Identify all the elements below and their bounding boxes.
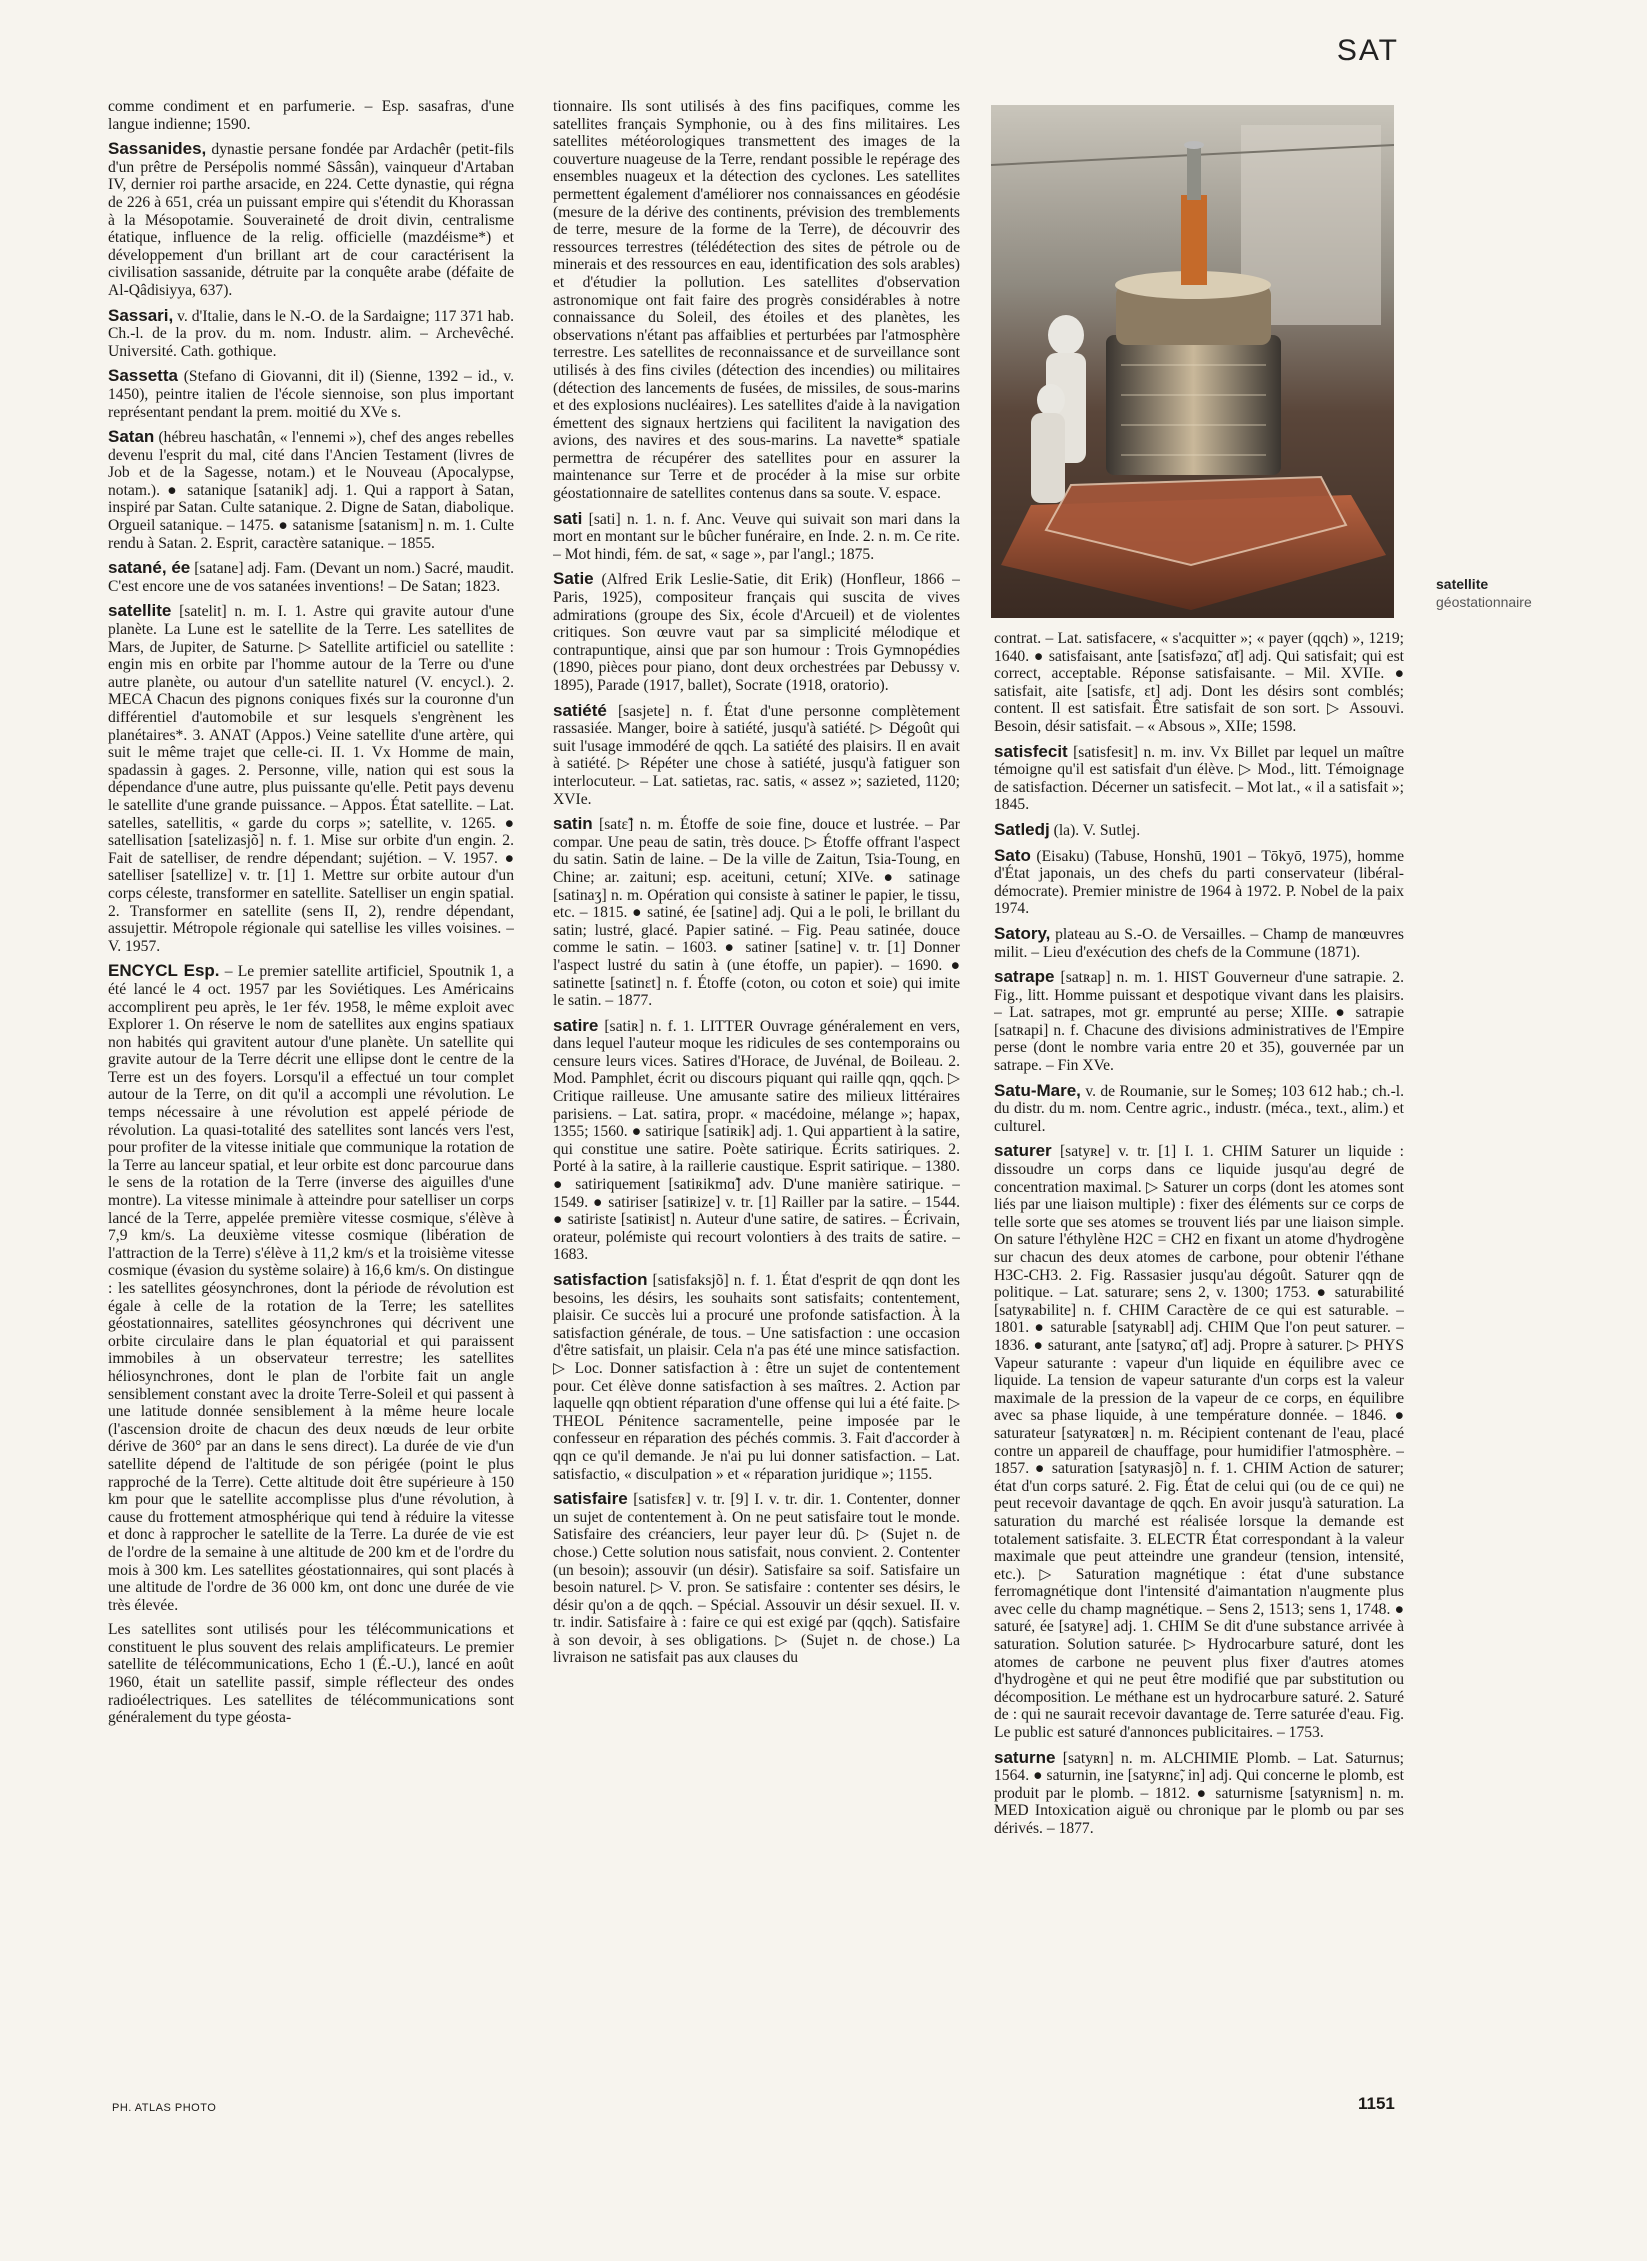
entry-definition: [satisfɛʀ] v. tr. [9] I. v. tr. dir. 1. Contenter, donner un sujet de contentement à. On ne peut satisfaire tout le monde. Satisfaire des créanciers, leur payer leur dû. ▷ (Sujet n. de chose.) Cette solution nous satisfait, nous convient. 2. Contenter (un besoin); assouvir (un désir). Satisfaire sa soif. Satisfaire un besoin naturel. ▷ V. pron. Se satisfaire : contenter ses désirs, le désir qu'on a de qqch. – Spécial. Assouvir un désir sexuel. II. v. tr. indir. Satisfaire à : faire ce qui est exigé par (qqch). Satisfaire à son devoir, à ses obligations. ▷ (Sujet n. de chose.) La livraison ne satisfait pas aux clauses du <box>553 1491 960 1667</box>
dictionary-entry <box>994 925 1404 961</box>
entry-headword: Sassanides, <box>108 139 207 159</box>
entry-definition: – Le premier satellite artificiel, Spoutnik 1, a été lancé le 4 oct. 1957 par les Soviétiques. Les Américains accomplirent peu après, le 1er fév. 1958, le même exploit avec Explorer 1. On réserve le nom de satellites aux engins spatiaux non habités qui gravitent autour d'une planète. Un satellite qui gravite autour de la Terre décrit une ellipse dont le centre de la Terre est un des foyers. Lorsqu'il a effectué un tour complet autour de la Terre, on dit qu'il a accompli une révolution. Le temps nécessaire à une révolution est appelé période de révolution. La quasi-totalité des satellites sont lancés vers l'est, pour profiter de la vitesse initiale que communique la rotation de la Terre au lanceur spatial, et leur orbite est donc parcourue dans le sens de la rotation de la Terre (inverse des aiguilles d'une montre). La vitesse minimale à atteindre pour satelliser un corps lancé de la Terre, appelée première vitesse cosmique, s'élève à 7,9 km/s. La deuxième vitesse cosmique (libération de l'attraction de la Terre) s'élève à 11,2 km/s et la troisième vitesse cosmique (évasion du système solaire) à 16,6 km/s. On distingue : les satellites géosynchrones, dont la période de révolution est égale à celle de la rotation de la Terre; les satellites géostationnaires, satellites géosynchrones qui décrivent une orbite circulaire dans le plan équatorial et qui paraissent immobiles à un observateur terrestre; les satellites héliosynchrones, dont le plan de l'orbite fait un angle sensiblement constant avec la droite Terre-Soleil et qui passent à une latitude donnée sensiblement à la même heure locale (l'ascension droite de chacun des deux nœuds de leur orbite dérive de 360° par an dans le sens direct). La durée de vie d'un satellite dépend de l'altitude de son périgée (point le plus rapproché de la Terre). Cette altitude doit être supérieure à 150 km pour que le satellite accomplisse plus d'une révolution, à cause du frottement atmosphérique qui tend à réduire la vitesse et donc à rapprocher le satellite de la Terre. La durée de vie est de l'ordre de la semaine à une altitude de 200 km et de l'ordre du mois à 300 km. Les satellites géostationnaires, qui sont placés à une altitude de l'ordre de 36 000 km, ont donc une durée de vie très élevée. <box>108 963 514 1614</box>
entry-definition: Les satellites sont utilisés pour les télécommunications et constituent le plus souvent des relais amplificateurs. Le premier satellite de télécommunications, Echo 1 (É.-U.), lancé en août 1960, était un satellite passif, simple réflecteur des ondes radioélectriques. Les satellites de télécommunications sont généralement du type géosta- <box>108 1621 514 1727</box>
entry-definition: tionnaire. Ils sont utilisés à des fins pacifiques, comme les satellites français Symphonie, ou à des fins militaires. Les satellites météorologiques transmettent des images de la couverture nuageuse de la Terre, rendant possible le repérage des ensembles nuageux et la détection des cyclones. Les satellites permettent également d'améliorer nos connaissances en géodésie (mesure de la dérive des continents, prévision des tremblements de terre, mesure de la forme de la Terre), de découvrir des ressources terrestres (télédétection des sites de pétrole ou de minerais et des ressources en eau, identification des sols arables) et d'étudier la pollution. Les satellites d'observation astronomique ont fait faire des progrès considérables à notre connaissance du Soleil, des étoiles et des planètes, les observations n'étant pas affaiblies et perturbées par l'atmosphère terrestre. Les satellites de reconnaissance et de surveillance sont utilisés à des fins civiles (détection des incendies) ou militaires (détection des lancements de fusées, de missiles, de sous-marins et des explosions nucléaires). Les satellites d'aide à la navigation émettent des signaux hertziens qui facilitent la navigation des avions, des navires et des sous-marins. La navette* spatiale permettra de récupérer des satellites pour en assurer la maintenance sur Terre et de procéder à la mise sur orbite géostationnaire de satellites contenus dans sa soute. V. espace. <box>553 98 960 503</box>
page-number: 1151 <box>1358 2094 1395 2113</box>
entry-definition: [satisfaksjõ] n. f. 1. État d'esprit de qqn dont les besoins, les désirs, les souhaits sont satisfaits; contentement, plaisir. Ce succès lui a procuré une profonde satisfaction. À la satisfaction générale, de tous. – Une satisfaction : une occasion d'être satisfait, un plaisir. Cela n'a pas été une mince satisfaction. ▷ Loc. Donner satisfaction à : être un sujet de contentement pour. Cet élève donne satisfaction à ses maîtres. 2. Action par laquelle qqn obtient réparation d'une offense qui lui a été faite. ▷ THEOL Pénitence sacramentelle, peine imposée par le confesseur en réparation des péchés commis. 3. Fait d'accorder à qqn ce qu'il demande. Je n'ai pu lui donner satisfaction. – Lat. satisfactio, « disculpation » et « réparation juridique »; 1155. <box>553 1272 960 1483</box>
column-1 <box>108 98 514 2108</box>
photo-caption <box>1436 575 1532 611</box>
entry-headword: satiété <box>553 700 607 720</box>
dictionary-entry <box>553 510 960 564</box>
dictionary-entry <box>108 428 514 552</box>
entry-definition: (hébreu haschatân, « l'ennemi »), chef des anges rebelles devenu l'esprit du mal, cité dans l'Ancien Testament (livres de Job et de la Sagesse, notam.) et le Nouveau (Apocalypse, notam.). ● satanique [satanik] adj. 1. Qui a rapport à Satan, inspiré par Satan. Culte satanique. 2. Digne de Satan, diabolique. Orgueil satanique. – 1475. ● satanisme [satanism] n. m. 1. Culte rendu à Satan. 2. Esprit, caractère satanique. – 1855. <box>108 429 514 552</box>
dictionary-entry <box>553 98 960 503</box>
entry-headword: Satledj <box>994 819 1050 839</box>
entry-headword: satrape <box>994 967 1055 987</box>
entry-headword: saturne <box>994 1747 1056 1767</box>
entry-definition: [satʀap] n. m. 1. HIST Gouverneur d'une satrapie. 2. Fig., litt. Homme puissant et despotique vivant dans les plaisirs. – Lat. satrapes, mot gr. emprunté au perse; XIIIe. ● satrapie [satʀapi] n. f. Chacune des divisions administratives de l'Empire perse (dont le nombre varia entre 20 et 35), gouvernée par un satrape. – Fin XVe. <box>994 969 1404 1075</box>
entry-definition: dynastie persane fondée par Ardachêr (petit-fils d'un prêtre de Persépolis nommé Sâssân), vainqueur d'Artaban IV, dernier roi parthe arsacide, en 224. Cette dynastie, qui régna de 226 à 651, créa un puissant empire qui s'étendit du Khorassan à la Mésopotamie. Souveraineté de droit divin, centralisme étatique, influence de la relig. officielle (mazdéisme*) et développement d'un brillant art de cour caractérisent la civilisation sassanide, détruite par la conquête arabe (défaite de Al-Qâdisiyya, 637). <box>108 141 514 299</box>
column-3 <box>994 630 1404 2108</box>
dictionary-entry <box>994 1749 1404 1838</box>
entry-headword: Sassari, <box>108 305 174 325</box>
entry-headword: saturer <box>994 1141 1052 1161</box>
entry-definition: plateau au S.-O. de Versailles. – Champ de manœuvres milit. – Lieu d'exécution des chefs de la Commune (1871). <box>994 925 1404 961</box>
dictionary-entry <box>994 1142 1404 1741</box>
entry-headword: sati <box>553 508 583 528</box>
dictionary-entry <box>108 559 514 595</box>
entry-headword: satané, ée <box>108 558 191 578</box>
dictionary-entry <box>553 702 960 809</box>
entry-headword: Sato <box>994 845 1031 865</box>
entry-definition: [satelit] n. m. I. 1. Astre qui gravite autour d'une planète. La Lune est le satellite de la Terre. Les satellites de Mars, de Jupiter, de Saturne. ▷ Satellite artificiel ou satellite : engin mis en orbite par l'homme autour de la Terre ou d'une autre planète, ou autour d'un satellite naturel (V. encycl.). 2. MECA Chacun des pignons coniques fixés sur la couronne d'un différentiel d'automobile et sur lesquels s'engrènent les planétaires*. 3. ANAT (Appos.) Veine satellite d'une artère, qui suit le même trajet que celle-ci. II. 1. Vx Homme de main, spadassin à gages. 2. Personne, ville, nation qui est sous la dépendance d'une autre, plus puissante qu'elle. Petit pays devenu le satellite d'une grande puissance. – Appos. État satellite. – Lat. satelles, satellitis, « garde du corps »; satellite, v. 1265. ● satellisation [satelizasjõ] n. f. 1. Mise sur orbite d'un engin. 2. Fait de satelliser, de rendre dépendant; sujétion. – V. 1957. ● satelliser [satellize] v. tr. [1] 1. Mettre sur orbite autour d'un corps céleste, transformer en satellite. Satelliser un engin spatial. 2. Transformer en satellite (sens II, 2), rendre dépendant, assujettir. Métropole régionale qui satellise les villes voisines. – V. 1957. <box>108 603 514 955</box>
satellite-photo <box>991 105 1394 618</box>
entry-definition: v. d'Italie, dans le N.-O. de la Sardaigne; 117 371 hab. Ch.-l. de la prov. du m. nom. Industr. alim. – Archevêché. Université. Cath. gothique. <box>108 307 514 360</box>
entry-definition: [satyʀe] v. tr. [1] I. 1. CHIM Saturer un liquide : dissoudre un corps dans ce liquide jusqu'au degré de concentration maximal. ▷ Saturer un corps (dont les atomes sont liés par une liaison multiple) : fixer des éléments sur ce corps de telle sorte que ses atomes se trouvent liés par une liaison simple. On sature l'éthylène H2C = CH2 en fixant un atome d'hydrogène sur chacun des deux atomes de carbone, pour obtenir l'éthane H3C-CH3. 2. Fig. Rassasier jusqu'au dégoût. Saturer qqn de politique. – Lat. saturare; sens 2, v. 1300; 1753. ● saturabilité [satyʀabilite] n. f. CHIM Caractère de ce qui est saturable. – 1801. ● saturable [satyʀabl] adj. CHIM Que l'on peut saturer. – 1836. ● saturant, ante [satyʀɑ̃, ɑ̃t] adj. Propre à saturer. ▷ PHYS Vapeur saturante : vapeur d'un liquide en équilibre avec ce liquide. La tension de vapeur saturante d'un corps est la valeur maximale de la pression de la vapeur de ce corps, en équilibre avec sa phase liquide, à une température donnée. – 1846. ● saturateur [satyʀatœʀ] n. m. Récipient contenant de l'eau, placé contre un appareil de chauffage, pour humidifier l'atmosphère. – 1857. ● saturation [satyʀasjõ] n. f. 1. CHIM Action de saturer; état d'un corps saturé. 2. Fig. État de celui qui (ou de ce qui) ne peut recevoir davantage de qqch. En avoir jusqu'à saturation. La saturation du marché est réalisée lorsque la demande est totalement satisfaite. 3. ELECTR État correspondant à la valeur maximale que peut atteindre une grandeur (tension, intensité, etc.). ▷ Saturation magnétique : état d'une substance ferromagnétique dont l'intensité d'aimantation n'augmente plus avec celle du champ magnétique. – Sens 2, 1513; sens 1, 1748. ● saturé, ée [satyʀe] adj. 1. CHIM Se dit d'une substance arrivée à saturation. Solution saturée. ▷ Hydrocarbure saturé, dont les atomes de carbone ne peuvent plus fixer d'autres atomes d'hydrogène et qui ne peut être modifié que par substitution ou décomposition. Le méthane est un hydrocarbure saturé. 2. Saturé de : qui ne saurait recevoir davantage de. Terre saturée d'eau. Fig. Le public est saturé d'annonces publicitaires. – 1753. <box>994 1143 1404 1742</box>
entry-definition: [sasjete] n. f. État d'une personne complètement rassasiée. Manger, boire à satiété, jusqu'à satiété. ▷ Dégoût qui suit l'usage immodéré de qqch. La satiété des plaisirs. Il en avait à satiété. ▷ Répéter une chose à satiété, jusqu'à fatiguer son interlocuteur. – Lat. satietas, rac. satis, « assez »; sazieted, 1120; XVIe. <box>553 702 960 808</box>
running-head: SAT <box>1336 34 1399 67</box>
entry-headword: satisfaire <box>553 1489 628 1509</box>
entry-definition: [satisfesit] n. m. inv. Vx Billet par lequel un maître témoigne qu'il est satisfait d'un élève. ▷ Mod., litt. Témoignage de satisfaction. Décerner un satisfecit. – Mot lat., « il a satisfait »; 1845. <box>994 743 1404 814</box>
entry-definition: [satiʀ] n. f. 1. LITTER Ouvrage généralement en vers, dans lequel l'auteur moque les ridicules de ses contemporains ou censure leurs vices. Satires d'Horace, de Juvénal, de Boileau. 2. Mod. Pamphlet, écrit ou discours piquant qui raille qqn, qqch. ▷ Critique railleuse. Une amusante satire des milieux littéraires parisiens. – Lat. satira, propr. « macédoine, mélange »; hapax, 1355; 1560. ● satirique [satiʀik] adj. 1. Qui appartient à la satire, qui constitue une satire. Poète satirique. Écrits satiriques. 2. Porté à la satire, à la raillerie caustique. Esprit satirique. – 1380. ● satiriquement [satiʀikmɑ̃] adv. D'une manière satirique. – 1549. ● satiriser [satiʀize] v. tr. [1] Railler par la satire. – 1544. ● satiriste [satiʀist] n. Auteur d'une satire, de satires. – Écrivain, orateur, polémiste qui recourt volontiers à des traits de satire. – 1683. <box>553 1017 960 1264</box>
entry-headword: satire <box>553 1015 599 1035</box>
dictionary-entry <box>994 821 1404 840</box>
dictionary-entry <box>108 962 514 1614</box>
entry-headword: Satie <box>553 569 594 589</box>
dictionary-entry <box>994 1082 1404 1136</box>
entry-definition: v. de Roumanie, sur le Someș; 103 612 hab.; ch.-l. du distr. du m. nom. Centre agric., industr. (méca., text., alim.) et culturel. <box>994 1082 1404 1135</box>
entry-headword: satisfecit <box>994 741 1068 761</box>
entry-definition: (Eisaku) (Tabuse, Honshū, 1901 – Tōkyō, 1975), homme d'État japonais, un des chefs du parti conservateur (libéral-démocrate). Premier ministre de 1964 à 1972. P. Nobel de la paix 1974. <box>994 847 1404 918</box>
entry-definition: (Alfred Erik Leslie-Satie, dit Erik) (Honfleur, 1866 – Paris, 1925), compositeur français qui suscita de vives admirations (groupe des Six, école d'Arcueil) et de violentes critiques. Son œuvre vaut par sa simplicité mélodique et contrapuntique, ainsi que par son humour : Trois Gymnopédies (1890, pièces pour piano, dont deux orchestrées par Debussy v. 1895), Parade (1917, ballet), Socrate (1918, oratorio). <box>553 571 960 694</box>
caption-title: satellite <box>1436 576 1489 592</box>
caption-subtitle: géostationnaire <box>1436 594 1532 610</box>
dictionary-entry <box>108 140 514 299</box>
dictionary-entry <box>108 1621 514 1727</box>
entry-headword: ENCYCL Esp. <box>108 961 220 981</box>
entry-definition: [satyʀn] n. m. ALCHIMIE Plomb. – Lat. Saturnus; 1564. ● saturnin, ine [satyʀnɛ̃, in] adj. Qui concerne le plomb, est produit par le plomb. – 1812. ● saturnisme [satyʀnism] n. m. MED Intoxication aiguë ou chronique par le plomb ou par ses dérivés. – 1877. <box>994 1749 1404 1837</box>
entry-headword: satisfaction <box>553 1270 648 1289</box>
dictionary-entry <box>553 1017 960 1264</box>
dictionary-entry <box>553 1271 960 1483</box>
entry-definition: comme condiment et en parfumerie. – Esp. sasafras, d'une langue indienne; 1590. <box>108 98 514 133</box>
entry-definition: [sati] n. 1. n. f. Anc. Veuve qui suivait son mari dans la mort en montant sur le bûcher funéraire, en Inde. 2. n. m. Ce rite. – Mot hindi, fém. de sat, « sage », par l'angl.; 1875. <box>553 510 960 563</box>
column-2 <box>553 98 960 2108</box>
dictionary-entry <box>553 570 960 694</box>
dictionary-entry <box>108 307 514 361</box>
entry-headword: satellite <box>108 601 172 621</box>
entry-headword: Sassetta <box>108 366 178 386</box>
entry-headword: satin <box>553 814 593 834</box>
dictionary-entry <box>108 602 514 955</box>
dictionary-entry <box>108 98 514 133</box>
dictionary-entry <box>994 968 1404 1075</box>
entry-headword: Satan <box>108 427 155 447</box>
dictionary-entry <box>553 815 960 1010</box>
entry-definition: contrat. – Lat. satisfacere, « s'acquitter »; « payer (qqch) », 1219; 1640. ● satisfaisant, ante [satisfəzɑ̃, ɑ̃t] adj. Qui satisfait; qui est correct, acceptable. Réponse satisfaisante. – Mil. XVIIe. ● satisfait, aite [satisfɛ, ɛt] adj. Dont les désirs sont comblés; content. Il est satisfait. Être satisfait de son sort. ▷ Assouvi. Besoin, désir satisfait. – « Absous », XIIe; 1598. <box>994 630 1404 735</box>
entry-definition: (la). V. Sutlej. <box>1053 821 1141 839</box>
satellite-illustration <box>991 105 1394 618</box>
dictionary-entry <box>994 847 1404 918</box>
dictionary-entry <box>108 367 514 421</box>
entry-headword: Satu-Mare, <box>994 1080 1081 1100</box>
entry-definition: [satane] adj. Fam. (Devant un nom.) Sacré, maudit. C'est encore une de vos satanées inventions! – De Satan; 1823. <box>108 560 514 595</box>
entry-definition: [satɛ̃] n. m. Étoffe de soie fine, douce et lustrée. – Par compar. Une peau de satin, très douce. ▷ Étoffe offrant l'aspect du satin. Satin de laine. – De la ville de Zaitun, Tsia-Toung, en Chine; ar. zaituni; esp. aceituni, cetuní; XIVe. ● satinage [satinaʒ] n. m. Opération qui consiste à satiner le papier, le tissu, etc. – 1815. ● satiné, ée [satine] adj. Qui a le poli, le brillant du satin; lustré, glacé. Papier satiné. – Fig. Peau satinée, douce comme le satin. – 1603. ● satiner [satine] v. tr. [1] Donner l'aspect lustré du satin à (une étoffe, un papier). – 1690. ● satinette [satinɛt] n. f. Étoffe (coton, ou coton et soie) qui imite le satin. – 1877. <box>553 816 960 1010</box>
dictionary-entry <box>553 1490 960 1667</box>
photo-credit: PH. ATLAS PHOTO <box>112 2102 217 2114</box>
dictionary-entry <box>994 743 1404 814</box>
entry-headword: Satory, <box>994 923 1051 943</box>
entry-definition: (Stefano di Giovanni, dit il) (Sienne, 1392 – id., v. 1450), peintre italien de l'école siennoise, son plus important représentant pendant la prem. moitié du XVe s. <box>108 368 514 421</box>
dictionary-entry <box>994 630 1404 736</box>
